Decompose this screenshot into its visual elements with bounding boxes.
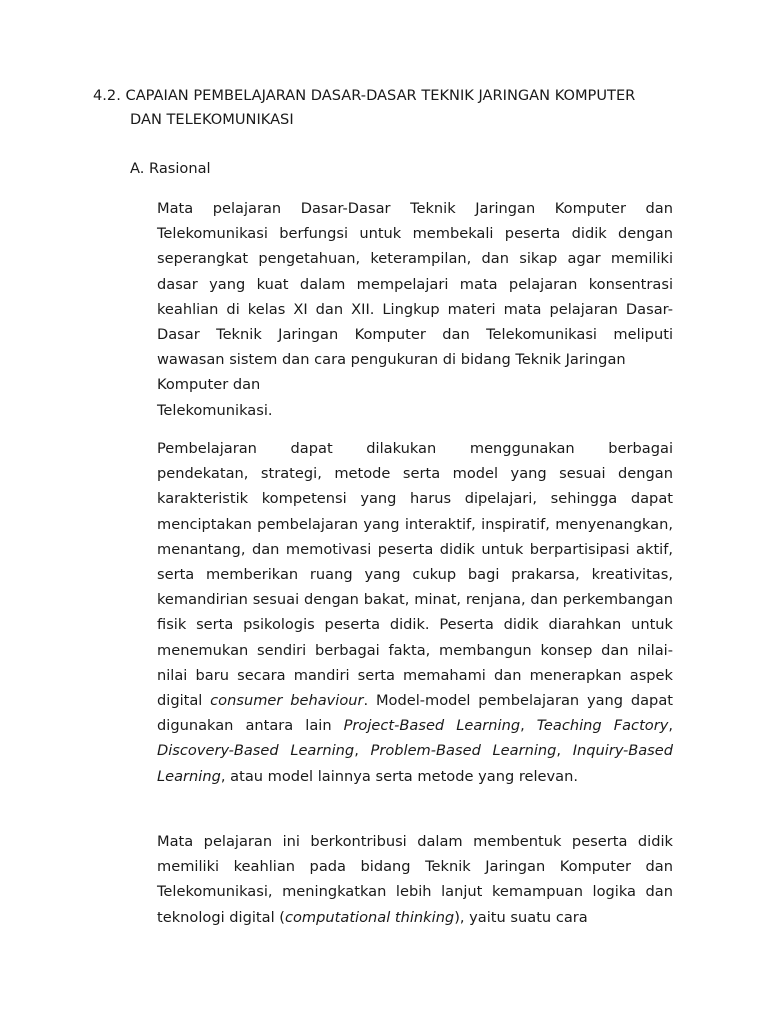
paragraph-rasional-2: [157, 436, 673, 789]
separator: ,: [354, 742, 371, 760]
paragraph1-line-komputer: Komputer dan: [157, 376, 261, 394]
section-title-line1: CAPAIAN PEMBELAJARAN DASAR-DASAR TEKNIK JARINGAN KOMPUTER: [125, 87, 636, 104]
inquiry-based-learning-term: Inquiry-Based Learning: [157, 742, 674, 785]
section-title-line2: DAN TELEKOMUNIKASI: [130, 111, 294, 128]
separator: ,: [668, 717, 673, 735]
paragraph2-text-b: . Model-model pembelajaran yang dapat digunakan antara lain: [157, 692, 673, 735]
section-heading: [93, 84, 683, 132]
project-based-learning-term: Project-Based Learning: [343, 717, 521, 735]
paragraph2-text-a: pendekatan, strategi, metode serta model yang sesuai dengan karakteristik kompetensi yang harus dipelajari, sehingga dapat menciptakan pembelajaran yang interaktif, inspiratif, menyenangkan, menantang, dan memotivasi peserta didik untuk berpartisipasi aktif, serta memberikan ruang yang cukup bagi prakarsa, kreativitas, kemandirian sesuai dengan bakat, minat, renjana, dan perkembangan fisik serta psikologis peserta didik. Peserta didik diarahkan untuk menemukan sendiri berbagai fakta, membangun konsep dan nilai-nilai baru secara mandiri serta memahami dan menerapkan aspek digital: [157, 465, 673, 710]
paragraph-rasional-3: [157, 829, 673, 930]
section-number: 4.2.: [93, 87, 121, 104]
separator: ,: [520, 717, 537, 735]
problem-based-learning-term: Problem-Based Learning: [370, 742, 557, 760]
discovery-based-learning-term: Discovery-Based Learning: [157, 742, 355, 760]
paragraph1-line-telekomunikasi: Telekomunikasi.: [157, 401, 273, 419]
paragraph3-text-b: ), yaitu suatu cara: [454, 908, 588, 926]
teaching-factory-term: Teaching Factory: [536, 717, 669, 735]
separator: ,: [556, 742, 573, 760]
paragraph1-main: Mata pelajaran Dasar-Dasar Teknik Jaringan Komputer dan Telekomunikasi berfungsi untuk membekali peserta didik dengan seperangkat pengetahuan, keterampilan, dan sikap agar memiliki dasar yang kuat dalam mempelajari mata pelajaran konsentrasi keahlian di kelas XI dan XII. Lingkup materi mata pelajaran Dasar-Dasar Teknik Jaringan Komputer dan Telekomunikasi meliputi wawasan sistem dan cara pengukuran di bidang Teknik Jaringan: [157, 200, 673, 369]
paragraph2-first-line: Pembelajaran dapat dilakukan menggunakan berbagai: [157, 440, 673, 457]
computational-thinking-term: computational thinking: [284, 908, 455, 926]
paragraph-rasional-1: [157, 196, 673, 423]
paragraph3-text-a: Mata pelajaran ini berkontribusi dalam membentuk peserta didik memiliki keahlian pada bidang Teknik Jaringan Komputer dan Telekomunikasi, meningkatkan lebih lanjut kemampuan logika dan teknologi digital (: [157, 833, 673, 926]
consumer-behaviour-term: consumer behaviour: [210, 692, 364, 710]
paragraph2-text-c: , atau model lainnya serta metode yang relevan.: [220, 767, 579, 785]
subsection-heading: A. Rasional: [130, 160, 211, 177]
